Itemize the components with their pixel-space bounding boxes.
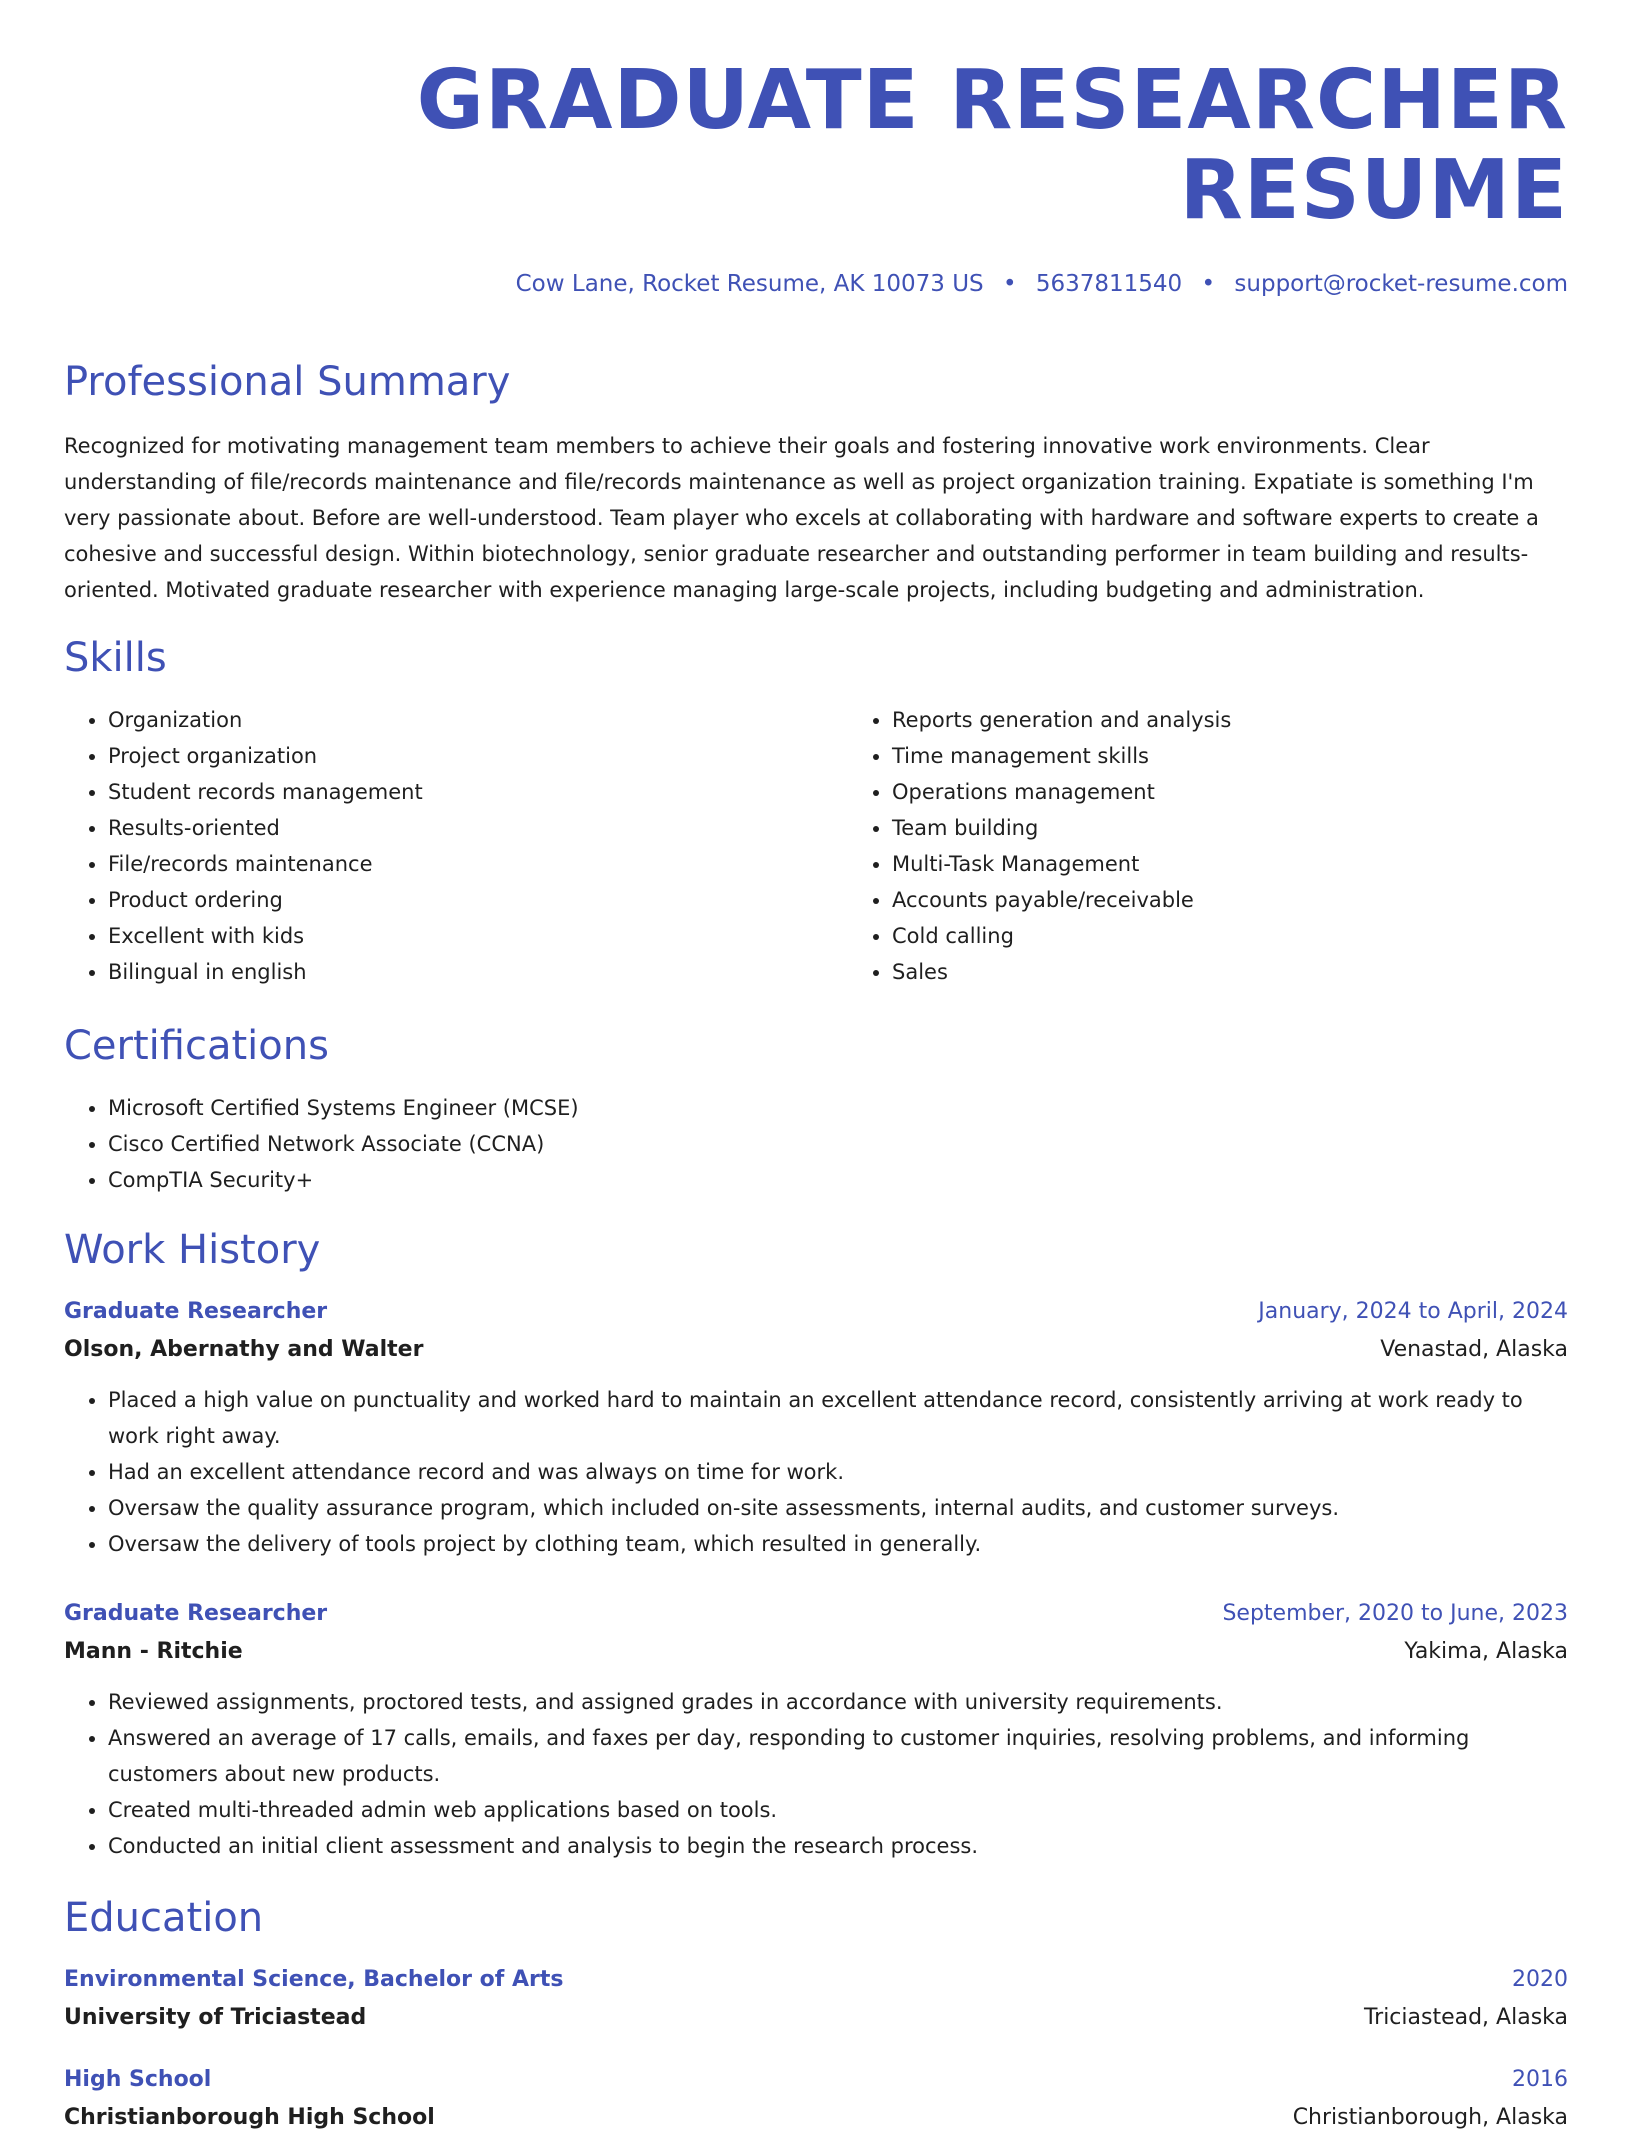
skills-list-right <box>848 702 1632 990</box>
education-location: Triciastead, Alaska <box>1363 2005 1568 2031</box>
education-school-row <box>64 2102 1568 2134</box>
job-header-row <box>64 1598 1568 1630</box>
job-dates: January, 2024 to April, 2024 <box>1258 1299 1568 1325</box>
job-entry <box>64 1598 1568 1864</box>
job-dates: September, 2020 to June, 2023 <box>1222 1601 1568 1627</box>
education-year: 2016 <box>1512 2067 1568 2093</box>
education-school: Christianborough High School <box>64 2105 435 2131</box>
education-degree: High School <box>64 2067 212 2093</box>
education-entry <box>64 2064 1568 2134</box>
certification-item: • CompTIA Security+ <box>108 1162 1568 1198</box>
job-bullet: • Answered an average of 17 calls, emails, and faxes per day, responding to customer inquiries, resolving problems, and informing customers about new products. <box>108 1720 1568 1792</box>
skill-item: • Team building <box>892 810 1632 846</box>
skill-item: • Student records management <box>108 774 848 810</box>
job-entry <box>64 1296 1568 1562</box>
job-bullet: • Created multi-threaded admin web applications based on tools. <box>108 1792 1568 1828</box>
job-bullet: • Reviewed assignments, proctored tests, and assigned grades in accordance with university requirements. <box>108 1684 1568 1720</box>
job-bullet: • Placed a high value on punctuality and worked hard to maintain an excellent attendance record, consistently arriving at work ready to work right away. <box>108 1382 1568 1454</box>
job-role: Graduate Researcher <box>64 1601 328 1627</box>
job-bullet: • Conducted an initial client assessment and analysis to begin the research process. <box>108 1828 1568 1864</box>
skill-item: • Operations management <box>892 774 1632 810</box>
job-role: Graduate Researcher <box>64 1299 328 1325</box>
education-school-row <box>64 2002 1568 2034</box>
skill-item: • Organization <box>108 702 848 738</box>
job-bullets <box>64 1684 1568 1864</box>
contact-separator: • <box>1201 271 1216 298</box>
education-entry <box>64 1964 1568 2034</box>
job-bullet: • Had an excellent attendance record and was always on time for work. <box>108 1454 1568 1490</box>
skill-item: • Results-oriented <box>108 810 848 846</box>
education-header-row <box>64 1964 1568 1996</box>
skill-item: • Cold calling <box>892 918 1632 954</box>
education-location: Christianborough, Alaska <box>1292 2105 1568 2131</box>
job-company: Olson, Abernathy and Walter <box>64 1337 424 1363</box>
summary-heading: Professional Summary <box>64 359 511 406</box>
job-bullet: • Oversaw the delivery of tools project by clothing team, which resulted in generally. <box>108 1526 1568 1562</box>
skills-list-left <box>64 702 848 990</box>
certification-item: • Cisco Certified Network Associate (CCNA) <box>108 1126 1568 1162</box>
skill-item: • Excellent with kids <box>108 918 848 954</box>
job-company: Mann - Ritchie <box>64 1639 243 1665</box>
job-header-row <box>64 1296 1568 1328</box>
skill-item: • Multi-Task Management <box>892 846 1632 882</box>
skill-item: • Bilingual in english <box>108 954 848 990</box>
skill-item: • Time management skills <box>892 738 1632 774</box>
resume-title: GRADUATE RESEARCHER RESUME <box>416 53 1568 239</box>
education-school: University of Triciastead <box>64 2005 367 2031</box>
contact-address: Cow Lane, Rocket Resume, AK 10073 US <box>515 271 984 298</box>
certifications-list <box>64 1090 1568 1198</box>
contact-line <box>64 270 1568 300</box>
contact-phone: 5637811540 <box>1035 271 1183 298</box>
job-bullets <box>64 1382 1568 1562</box>
contact-separator: • <box>1002 271 1017 298</box>
job-company-row <box>64 1334 1568 1366</box>
summary-text: Recognized for motivating management team members to achieve their goals and fostering innovative work environments. Clear understanding of file/records maintenance and file/records maintenance as well as project organization training. Expatiate is something I'm very passionate about. Before are well-understood. Team player who excels at collaborating with hardware and software experts to create a cohesive and successful design. Within biotechnology, senior graduate researcher and outstanding performer in team building and results-oriented. Motivated graduate researcher with experience managing large-scale projects, including budgeting and administration. <box>64 434 1539 603</box>
education-heading: Education <box>64 1895 264 1942</box>
job-location: Venastad, Alaska <box>1380 1337 1568 1363</box>
education-degree: Environmental Science, Bachelor of Arts <box>64 1967 564 1993</box>
work-history-heading: Work History <box>64 1227 321 1274</box>
certification-item: • Microsoft Certified Systems Engineer (MCSE) <box>108 1090 1568 1126</box>
skill-item: • Sales <box>892 954 1632 990</box>
job-company-row <box>64 1636 1568 1668</box>
education-header-row <box>64 2064 1568 2096</box>
skill-item: • Reports generation and analysis <box>892 702 1632 738</box>
skills-heading: Skills <box>64 635 167 682</box>
skill-item: • File/records maintenance <box>108 846 848 882</box>
job-bullet: • Oversaw the quality assurance program, which included on-site assessments, internal audits, and customer surveys. <box>108 1490 1568 1526</box>
contact-email: support@rocket-resume.com <box>1234 271 1568 298</box>
job-location: Yakima, Alaska <box>1404 1639 1568 1665</box>
education-year: 2020 <box>1512 1967 1568 1993</box>
skill-item: • Accounts payable/receivable <box>892 882 1632 918</box>
certifications-heading: Certifications <box>64 1023 329 1070</box>
skills-columns <box>64 702 1568 990</box>
skill-item: • Project organization <box>108 738 848 774</box>
skill-item: • Product ordering <box>108 882 848 918</box>
